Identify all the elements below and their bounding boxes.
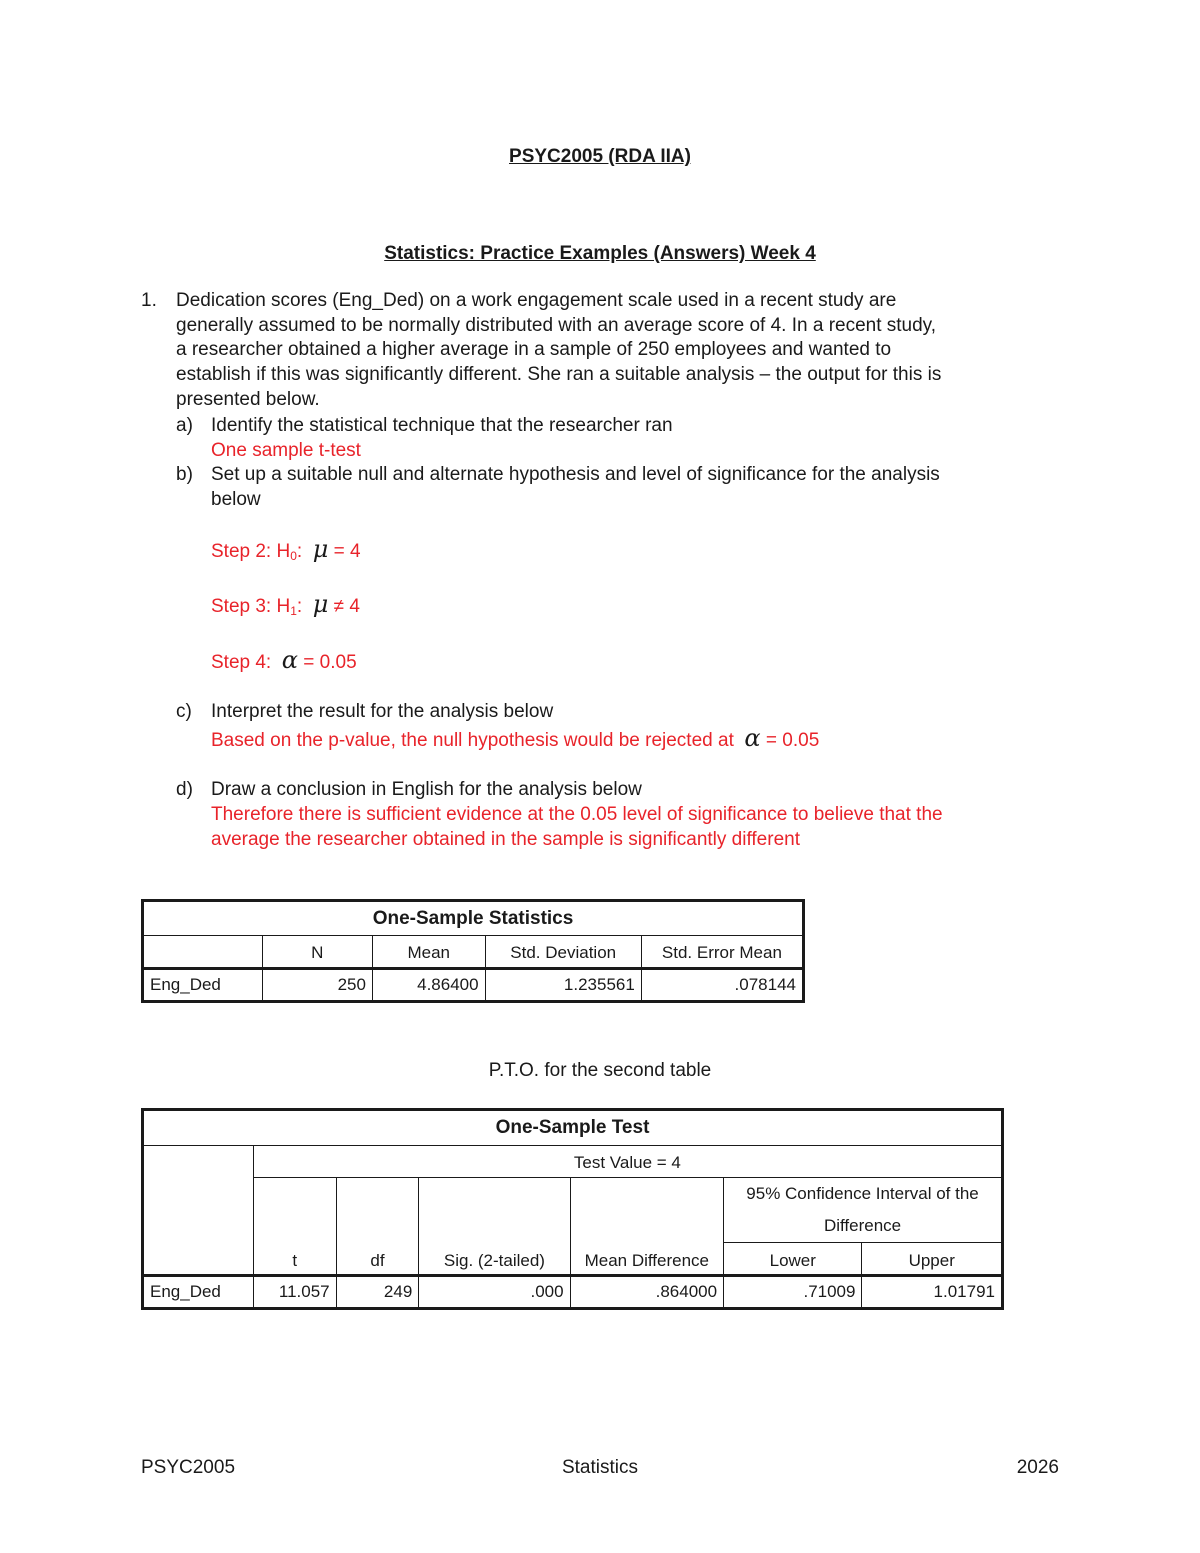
table-caption: One-Sample Statistics [143,901,804,936]
table-header-cell: Std. Deviation [485,936,641,969]
one-sample-statistics-table [141,899,805,1003]
part-d-answer-line2: average the researcher obtained in the sample is significantly different [211,829,800,850]
question-number: 1. [141,290,157,311]
table-header-cell: Sig. (2-tailed) [419,1178,570,1276]
table-header-cell: Mean [372,936,485,969]
step3-colon: : [296,596,303,617]
alpha-symbol: α [281,646,298,674]
question-line: Dedication scores (Eng_Ded) on a work engagement scale used in a recent study are [176,290,897,311]
step2-null-hypothesis [211,537,361,569]
table-row-label: Eng_Ded [143,1276,254,1309]
one-sample-test-table [141,1108,1004,1310]
table-row [143,969,804,1002]
footer-center: Statistics [561,1457,639,1478]
step4-rest: = 0.05 [303,652,357,673]
part-d-label: d) [176,779,193,800]
part-a-answer: One sample t-test [211,440,361,461]
step3-alt-hypothesis [211,592,360,624]
question-line: presented below. [176,388,320,410]
table-cell: 249 [336,1276,419,1309]
question-line: a researcher obtained a higher average in a sample of 250 employees and wanted to [176,339,892,361]
part-b-question-line2: below [211,489,261,510]
table-header-cell: t [253,1178,336,1276]
question-line: establish if this was significantly different. She ran a suitable analysis – the output for this is [176,364,942,386]
ci-header-line1: 95% Confidence Interval of the [746,1184,979,1203]
pto-note: P.T.O. for the second table [488,1060,712,1081]
part-b-label: b) [176,464,193,485]
part-d-answer-line1: Therefore there is sufficient evidence at the 0.05 level of significance to believe that the [211,804,943,825]
table-header-cell: Std. Error Mean [641,936,803,969]
part-c-answer-rest: = 0.05 [765,730,820,751]
table-header-cell: Mean Difference [570,1178,724,1276]
step3-rest: ≠ 4 [333,596,360,617]
course-title: PSYC2005 (RDA IIA) [509,146,691,167]
part-c-answer-prefix: Based on the p-value, the null hypothesis would be rejected at [211,730,734,751]
part-b-question-line1: Set up a suitable null and alternate hypothesis and level of significance for the analysis [211,464,940,485]
part-c-answer [211,726,819,754]
table-cell: 4.86400 [372,969,485,1002]
footer-right: 2026 [1016,1457,1059,1478]
table-header-cell [143,936,263,969]
part-a-question: Identify the statistical technique that the researcher ran [211,415,673,436]
table-cell: .71009 [724,1276,862,1309]
table-header-cell: N [262,936,372,969]
table-row [143,1276,1003,1309]
table-header-cell: Upper [862,1243,1003,1276]
step3-prefix: Step 3: H [211,596,291,617]
mu-symbol: μ [312,535,329,563]
table-cell: 250 [262,969,372,1002]
step2-prefix: Step 2: H [211,541,291,562]
step2-rest: = 4 [333,541,361,562]
part-d-question: Draw a conclusion in English for the analysis below [211,779,642,800]
table-row-label: Eng_Ded [143,969,263,1002]
part-a-label: a) [176,415,193,436]
confidence-interval-header [724,1178,1003,1243]
step2-subscript: 0 [290,549,297,563]
footer-left: PSYC2005 [141,1457,236,1478]
table-header-cell: df [336,1178,419,1276]
table-header-cell: Lower [724,1243,862,1276]
part-c-label: c) [176,701,192,722]
mu-symbol: μ [312,590,329,618]
question-1-text [176,289,1076,413]
document-subtitle: Statistics: Practice Examples (Answers) Week 4 [384,243,816,264]
table-cell: .000 [419,1276,570,1309]
alpha-symbol: α [744,724,761,752]
table-cell: .864000 [570,1276,724,1309]
table-cell: .078144 [641,969,803,1002]
table-caption: One-Sample Test [143,1110,1003,1146]
step2-colon: : [296,541,303,562]
test-value-header: Test Value = 4 [253,1146,1002,1178]
table-cell: 1.01791 [862,1276,1003,1309]
step3-subscript: 1 [290,604,297,618]
step4-significance [211,648,357,676]
question-line: generally assumed to be normally distributed with an average score of 4. In a recent study, [176,314,937,336]
ci-header-line2: Difference [823,1216,902,1235]
part-c-question: Interpret the result for the analysis below [211,701,554,722]
step4-prefix: Step 4: [211,652,272,673]
table-corner-cell [143,1146,254,1276]
table-cell: 11.057 [253,1276,336,1309]
table-cell: 1.235561 [485,969,641,1002]
